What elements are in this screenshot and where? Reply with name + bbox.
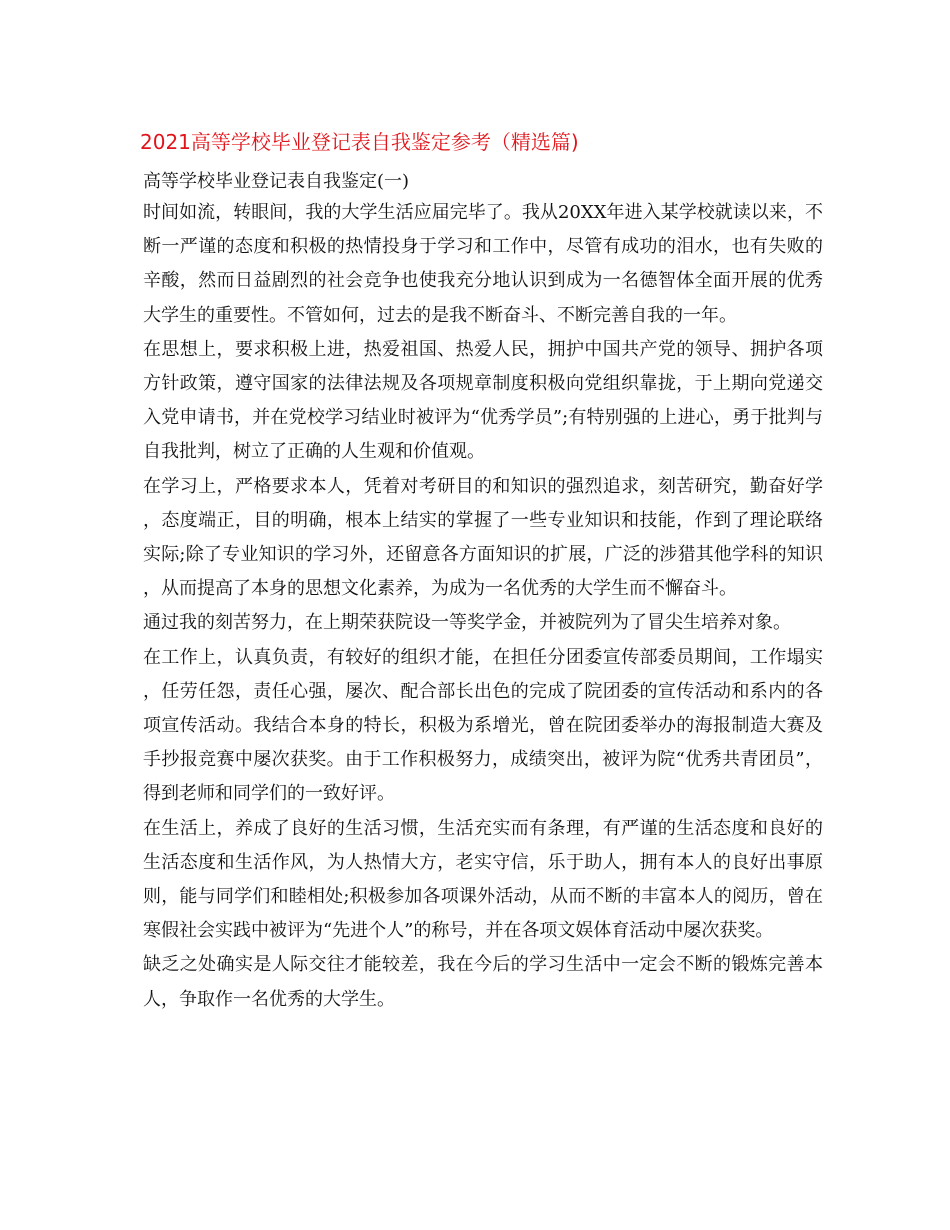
document-title: 2021高等学校毕业登记表自我鉴定参考（精选篇) [140,130,579,154]
paragraph: 时间如流，转眼间，我的大学生活应届完毕了。我从20XX年进入某学校就读以来，不断一严谨的态度和积极的热情投身于学习和工作中，尽管有成功的泪水，也有失败的辛酸，然而日益剧烈的社会竞争也使我充分地认识到成为一名德智体全面开展的优秀大学生的重要性。不管如何，过去的是我不断奋斗、不断完善自我的一年。 [143,202,823,326]
paragraph: 在生活上，养成了良好的生活习惯，生活充实而有条理，有严谨的生活态度和良好的生活态度和生活作风，为人热情大方，老实守信，乐于助人，拥有本人的良好出事原则，能与同学们和睦相处;积极参加各项课外活动，从而不断的丰富本人的阅历，曾在寒假社会实践中被评为“先进个人”的称号，并在各项文娱体育活动中屡次获奖。 [143,817,823,942]
paragraph: 在工作上，认真负责，有较好的组织才能，在担任分团委宣传部委员期间，工作塌实，任劳任怨，责任心强，屡次、配合部长出色的完成了院团委的宣传活动和系内的各项宣传活动。我结合本身的特长，积极为系增光，曾在院团委举办的海报制造大赛及手抄报竞赛中屡次获奖。由于工作积极努力，成绩突出，被评为院“优秀共青团员”，得到老师和同学们的一致好评。 [143,646,823,805]
paragraph: 在学习上，严格要求本人，凭着对考研目的和知识的强烈追求，刻苦研究，勤奋好学，态度端正，目的明确，根本上结实的掌握了一些专业知识和技能，作到了理论联络实际;除了专业知识的学习外，还留意各方面知识的扩展，广泛的涉猎其他学科的知识，从而提高了本身的思想文化素养，为成为一名优秀的大学生而不懈奋斗。 [143,475,823,600]
paragraph: 缺乏之处确实是人际交往才能较差，我在今后的学习生活中一定会不断的锻炼完善本人，争取作一名优秀的大学生。 [143,954,823,1010]
paragraph: 通过我的刻苦努力，在上期荣获院设一等奖学金，并被院列为了冒尖生培养对象。 [143,612,791,634]
document-body [143,196,823,1017]
document-subtitle: 高等学校毕业登记表自我鉴定(一) [143,171,410,192]
paragraph: 在思想上，要求积极上进，热爱祖国、热爱人民，拥护中国共产党的领导、拥护各项方针政策，遵守国家的法律法规及各项规章制度积极向党组织靠拢，于上期向党递交入党申请书，并在党校学习结业时被评为“优秀学员”;有特别强的上进心，勇于批判与自我批判，树立了正确的人生观和价值观。 [143,338,823,463]
